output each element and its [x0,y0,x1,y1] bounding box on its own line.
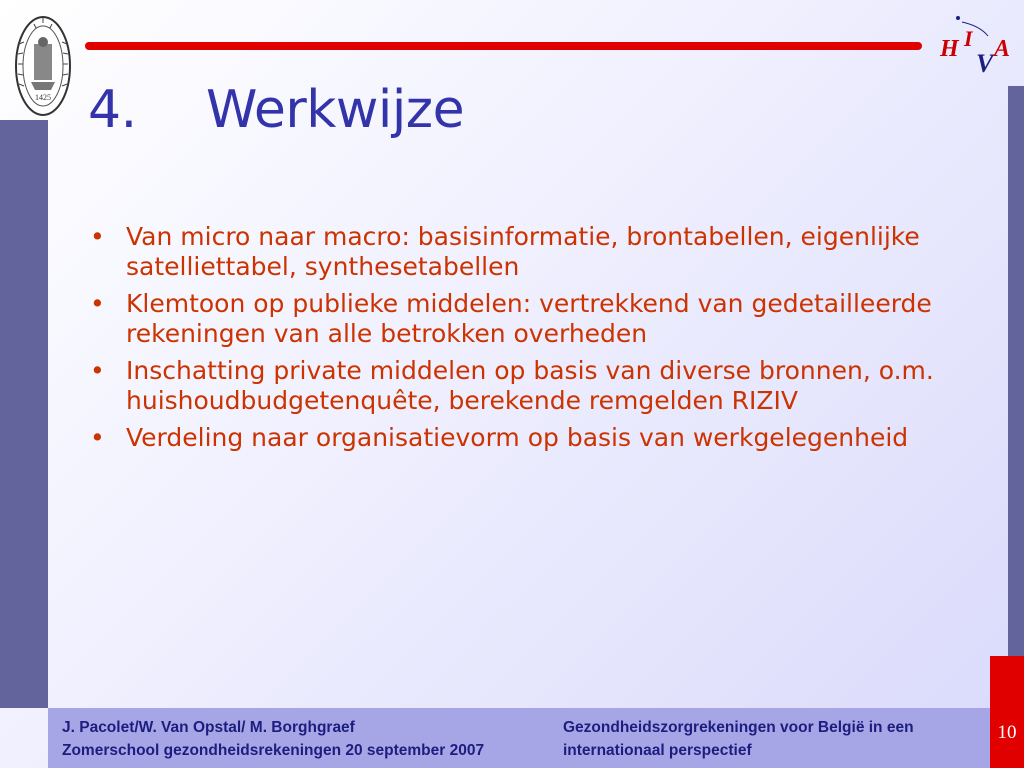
footer-right-line-1: Gezondheidszorgrekeningen voor België in een [563,719,914,736]
bullet-item [88,222,968,282]
bullet-item [88,289,968,349]
hiva-letter-i: I [964,26,973,51]
bullet-item [88,423,968,453]
bullet-symbol: • [90,423,105,452]
bullet-symbol: • [90,356,105,385]
footer-left-line-1: J. Pacolet/W. Van Opstal/ M. Borghgraef [62,719,355,736]
slide-title-text: Werkwijze [206,80,465,140]
footer-left-line-2: Zomerschool gezondheidsrekeningen 20 september 2007 [62,742,485,759]
bullet-list [88,222,968,460]
title-red-rule [85,42,922,50]
bullet-symbol: • [90,289,105,318]
left-decorative-band [0,120,48,708]
bullet-text: Inschatting private middelen op basis van diverse bronnen, o.m. huishoudbudgetenquête, berekende remgelden RIZIV [126,356,934,415]
bullet-text: Verdeling naar organisatievorm op basis van werkgelegenheid [126,423,909,452]
bullet-text: Van micro naar macro: basisinformatie, brontabellen, eigenlijke satelliettabel, synthesetabellen [126,222,920,281]
right-decorative-band [1008,86,1024,656]
hiva-logo [936,12,1020,76]
bullet-item [88,356,968,416]
page-number: 10 [997,722,1017,743]
bullet-symbol: • [90,222,105,251]
footer-right-line-2: internationaal perspectief [563,742,752,759]
page-number-box [990,656,1024,768]
footer-authors [62,716,484,762]
hiva-letter-a: A [994,36,1011,62]
bullet-text: Klemtoon op publieke middelen: vertrekkend van gedetailleerde rekeningen van alle betrokken overheden [126,289,932,348]
hiva-letter-v: V [976,49,994,76]
slide-title [88,80,464,140]
slide-title-number: 4. [88,80,137,140]
seal-year-text: 1425 [35,93,51,102]
footer-presentation-title [563,716,914,762]
university-seal-logo [14,14,72,118]
hiva-letter-h: H [940,36,959,62]
